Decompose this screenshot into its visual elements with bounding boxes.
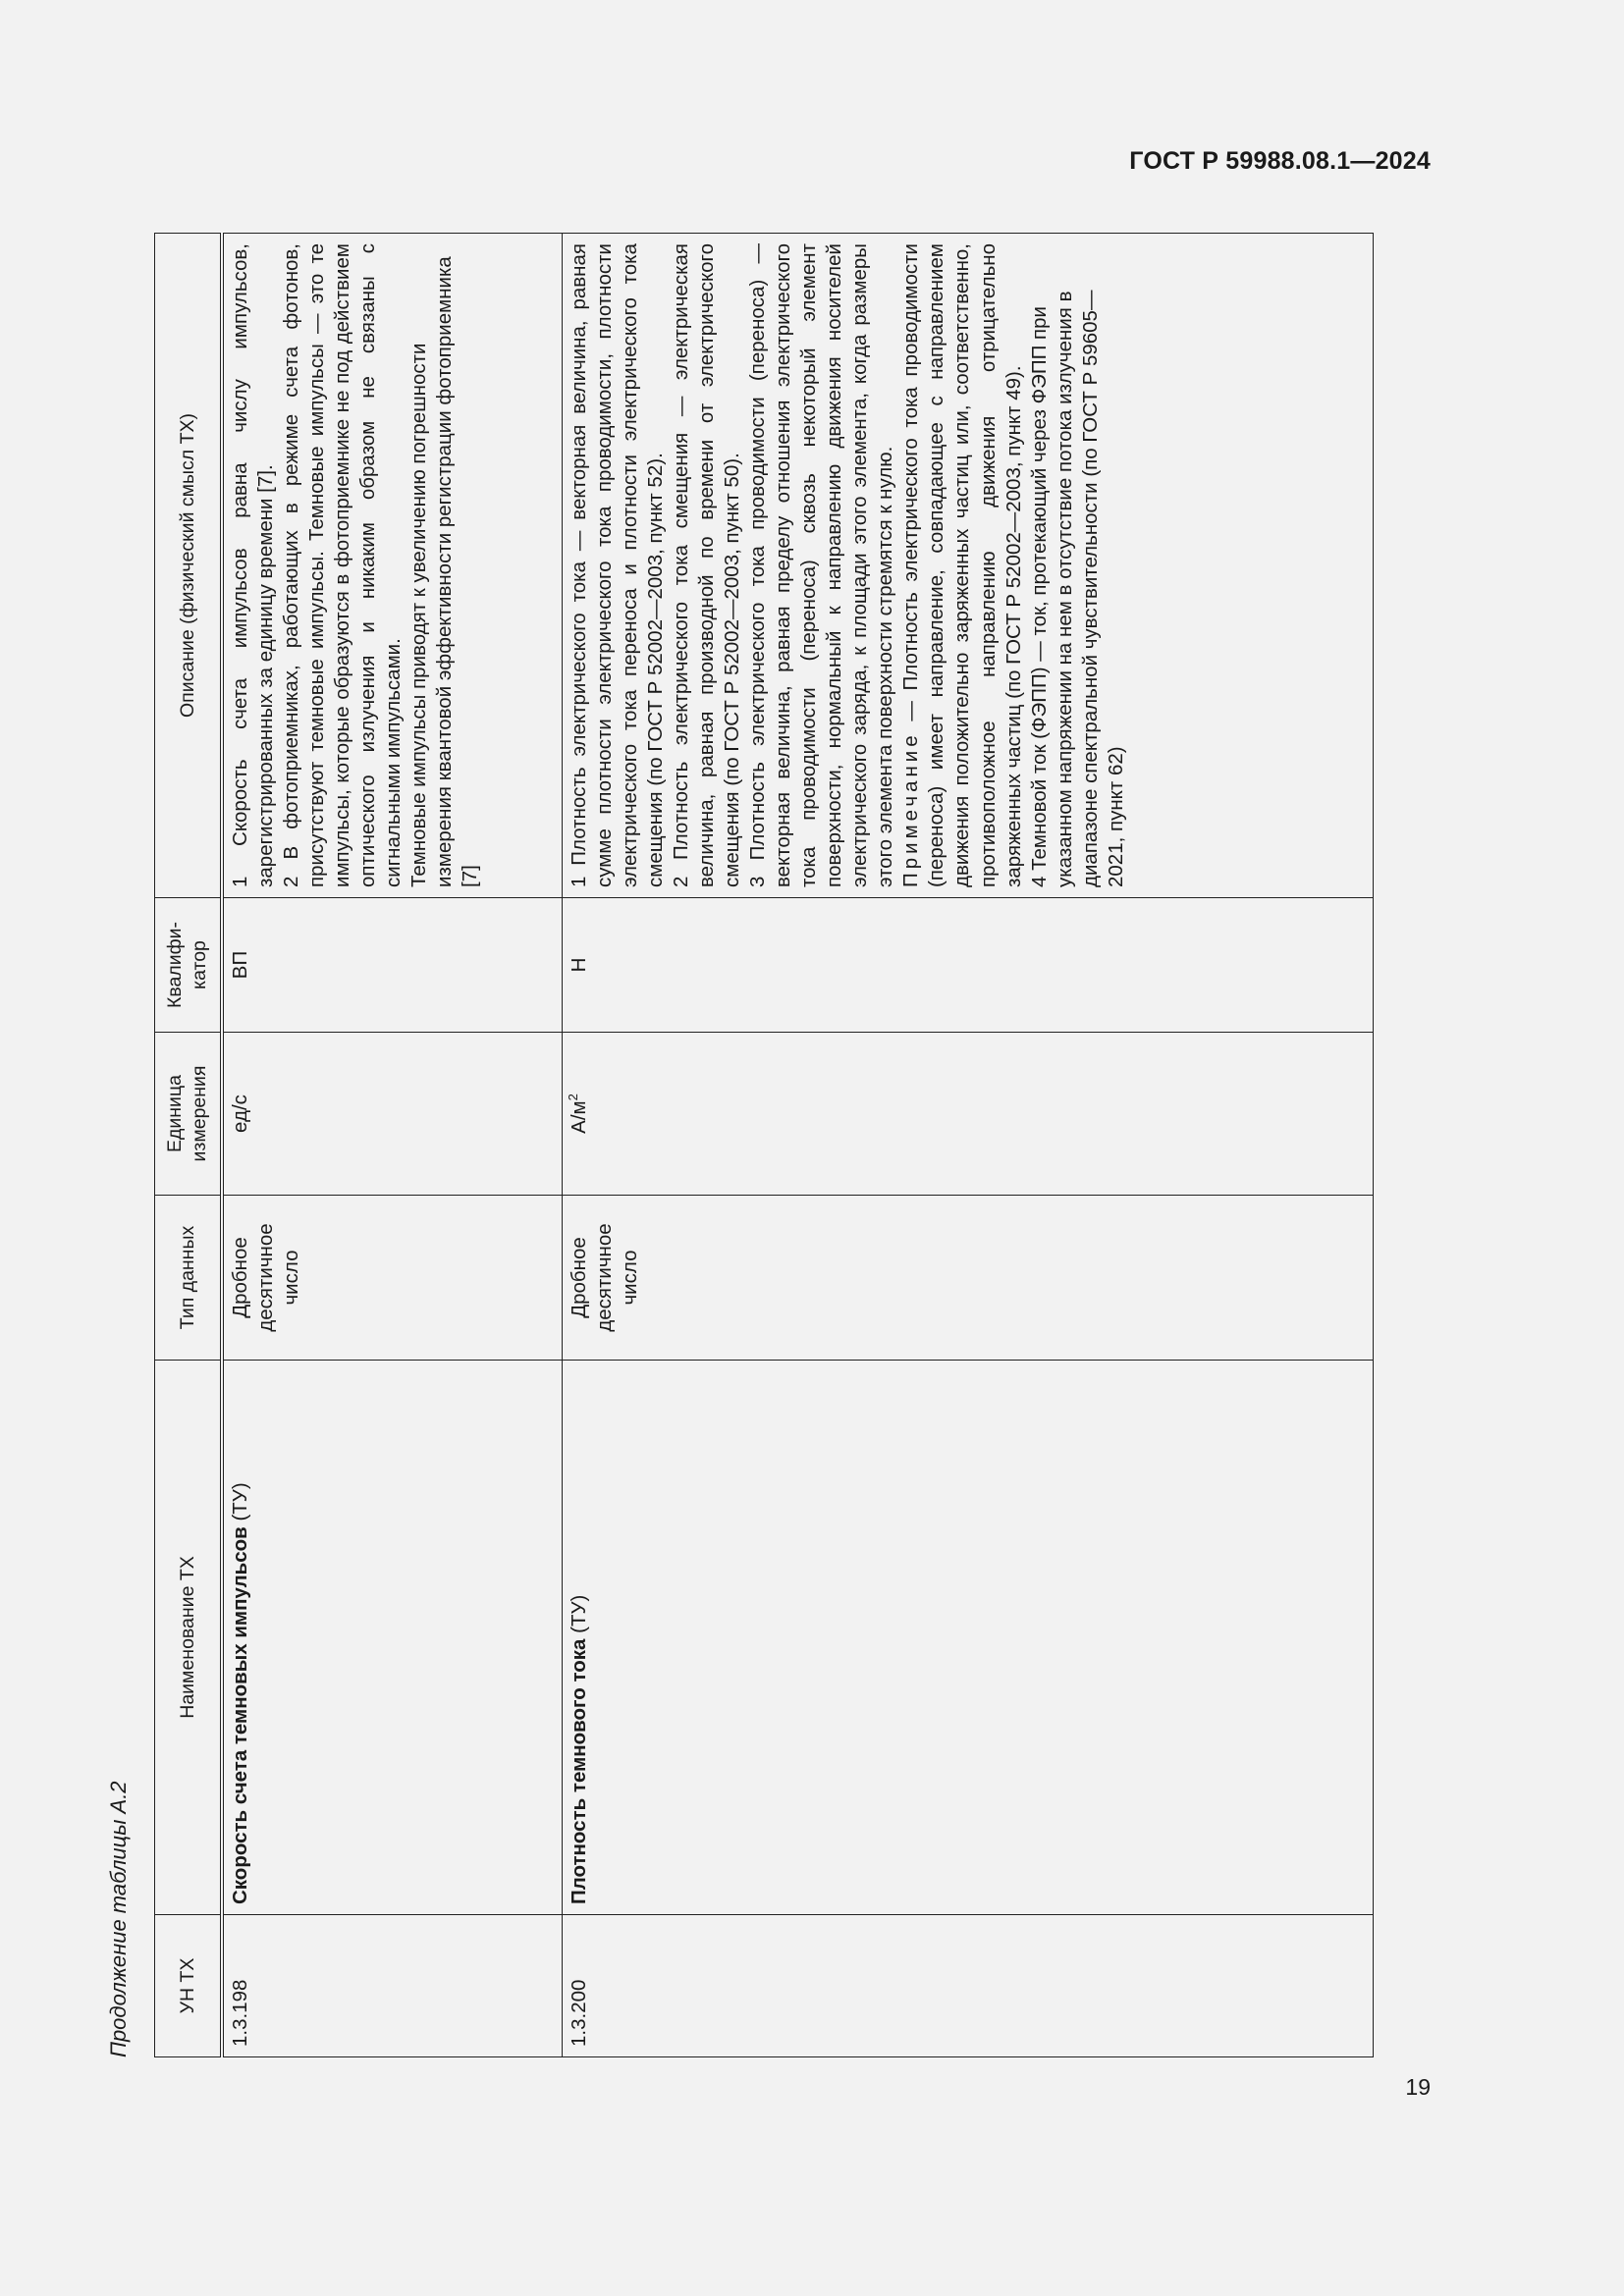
rotated-table-container (154, 234, 1374, 2057)
description-paragraph: 4 Темновой ток (ФЭПП) — ток, протекающий через ФЭПП при указанном напряжении на нем в отсутствие потока излучения в диапазоне спектральной чувствительности (по ГОСТ Р 59605—2021, пункт 62) (1027, 290, 1127, 887)
cell-data-type: Дробное десятичное число (222, 1196, 563, 1361)
table-caption: Продолжение таблицы А.2 (106, 1781, 131, 2057)
cell-qualifier: Н (563, 898, 1374, 1033)
description-paragraph: 1 Скорость счета импульсов равна числу импульсов, зарегистрированных за единицу времени [7]. (229, 243, 278, 887)
col-header-name: Наименование ТХ (155, 1361, 223, 1915)
name-bold: Скорость счета темновых импульсов (229, 1526, 251, 1904)
cell-description (222, 234, 563, 898)
col-header-qualifier: Квалифи-катор (155, 898, 223, 1033)
table-row (222, 234, 563, 2057)
unit-base: А/м (568, 1100, 590, 1134)
col-header-id: УН ТХ (155, 1915, 223, 2057)
col-header-data-type: Тип данных (155, 1196, 223, 1361)
description-paragraph: 2 В фотоприемниках, работающих в режиме счета фотонов, присутствуют темновые импульсы. Темновые импульсы — это те импульсы, которые образуются в фотоприемнике не под действием оптического излучения и никаким образом не связаны с сигнальными импульсами. (280, 243, 406, 887)
cell-name (563, 1361, 1374, 1915)
cell-unit (563, 1033, 1374, 1196)
col-header-unit: Единица измерения (155, 1033, 223, 1196)
characteristics-table (154, 233, 1374, 2057)
note-text: — Плотность электрического тока проводимости (переноса) имеет направление, совпадающее с направлением движения положительно заряженных частиц или, соответственно, противоположное направлению движения отрицательно заряженных частиц (по ГОСТ Р 52002—2003, пункт 49). (899, 243, 1025, 887)
description-paragraph: 2 Плотность электрического тока смещения — электрическая величина, равная производной по времени от электрического смещения (по ГОСТ Р 52002—2003, пункт 50). (670, 243, 744, 887)
note-label: Примечание (899, 731, 923, 887)
page-number: 19 (1405, 2074, 1431, 2100)
cell-unit: ед/с (222, 1033, 563, 1196)
table-row (563, 234, 1374, 2057)
description-paragraph: 3 Плотность электрического тока проводимости (переноса) — векторная величина, равная пределу отношения электрического тока проводимости (переноса) сквозь некоторый элемент поверхности, нормальный к направлению движения носителей электрического заряда, к площади этого элемента, когда размеры этого элемента поверхности стремятся к нулю. (746, 243, 897, 887)
name-bold: Плотность темнового тока (568, 1638, 590, 1904)
cell-name (222, 1361, 563, 1915)
description-note (898, 243, 1026, 887)
description-paragraph: 1 Плотность электрического тока — векторная величина, равная сумме плотности электрического тока проводимости, плотности электрического тока переноса и плотности электрического тока смещения (по ГОСТ Р 52002—2003, пункт 52). (568, 243, 668, 887)
cell-id: 1.3.198 (222, 1915, 563, 2057)
cell-description (563, 234, 1374, 898)
document-code: ГОСТ Р 59988.08.1—2024 (1129, 147, 1431, 175)
unit-exponent: 2 (566, 1094, 581, 1101)
cell-qualifier: ВП (222, 898, 563, 1033)
cell-data-type: Дробное десятичное число (563, 1196, 1374, 1361)
table-header-row (155, 234, 223, 2057)
cell-id: 1.3.200 (563, 1915, 1374, 2057)
col-header-description: Описание (физический смысл ТХ) (155, 234, 223, 898)
name-suffix: (ТУ) (229, 1482, 251, 1527)
description-paragraph: Темновые импульсы приводят к увеличению погрешности измерения квантовой эффективности регистрации фотоприемника [7] (407, 256, 482, 887)
name-suffix: (ТУ) (568, 1594, 590, 1639)
